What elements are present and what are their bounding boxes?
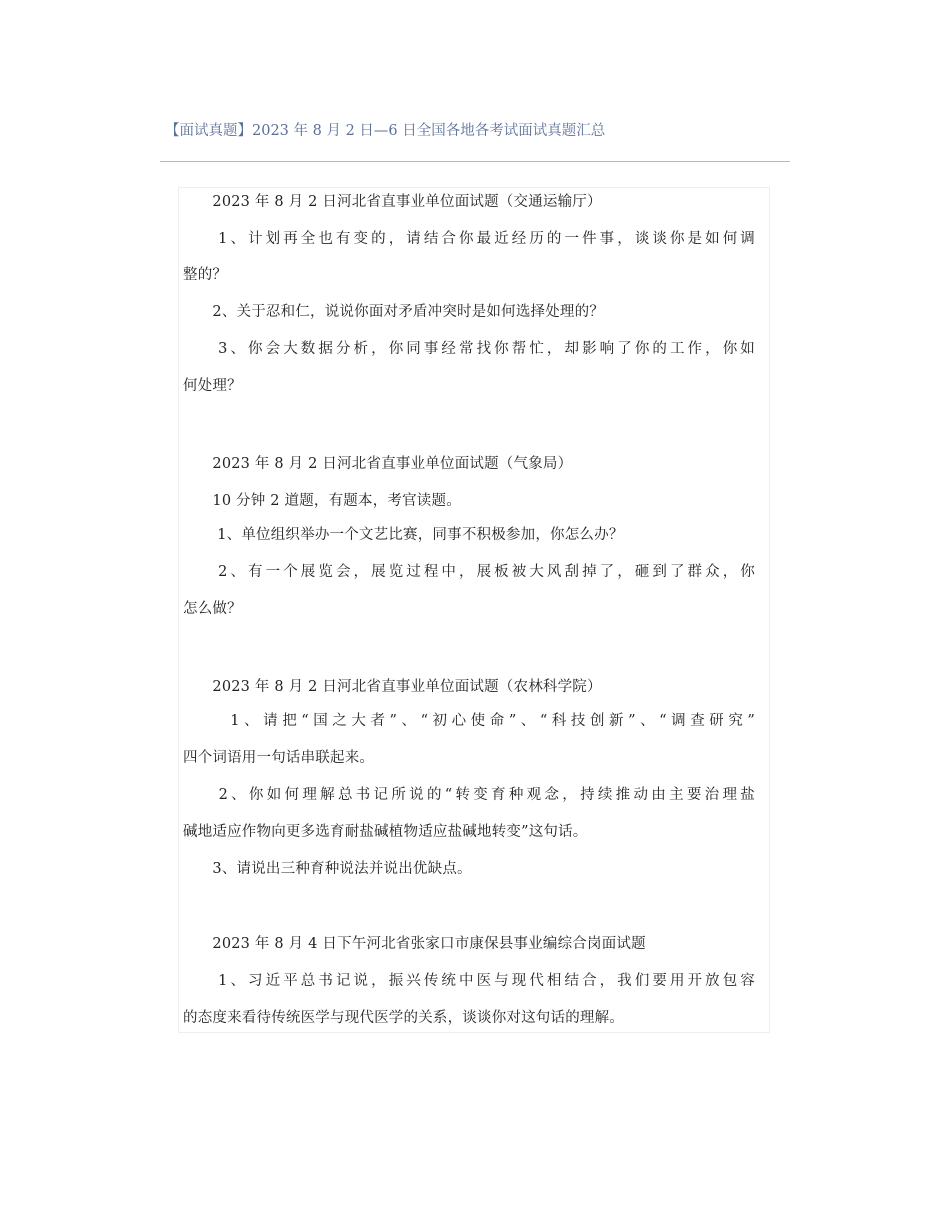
section-heading-meteorology: 2023 年 8 月 2 日河北省直事业单位面试题（气象局） bbox=[183, 456, 573, 472]
question-line: 1、习近平总书记说，振兴传统中医与现代相结合，我们要用开放包容 bbox=[183, 973, 755, 989]
question-line: 3、请说出三种育种说法并说出优缺点。 bbox=[183, 861, 472, 877]
question-line: 怎么做？ bbox=[183, 601, 242, 617]
section-note: 10 分钟 2 道题，有题本，考官读题。 bbox=[183, 493, 461, 509]
question-line: 碱地适应作物向更多选育耐盐碱植物适应盐碱地转变”这句话。 bbox=[183, 824, 588, 840]
title-divider bbox=[160, 161, 790, 162]
question-line: 2、你如何理解总书记所说的“转变育种观念，持续推动由主要治理盐 bbox=[183, 787, 755, 803]
section-heading-kangbao: 2023 年 8 月 4 日下午河北省张家口市康保县事业编综合岗面试题 bbox=[183, 936, 646, 952]
section-heading-transport: 2023 年 8 月 2 日河北省直事业单位面试题（交通运输厅） bbox=[183, 194, 602, 210]
question-line: 的态度来看待传统医学与现代医学的关系，谈谈你对这句话的理解。 bbox=[183, 1010, 624, 1026]
section-heading-agriculture: 2023 年 8 月 2 日河北省直事业单位面试题（农林科学院） bbox=[183, 679, 602, 695]
question-line: 1、计划再全也有变的，请结合你最近经历的一件事，谈谈你是如何调 bbox=[183, 231, 755, 247]
question-line: 何处理？ bbox=[183, 378, 242, 394]
question-line: 2、关于忍和仁，说说你面对矛盾冲突时是如何选择处理的？ bbox=[183, 304, 605, 320]
question-line: 1、请把“国之大者”、“初心使命”、“科技创新”、“调查研究” bbox=[183, 713, 755, 729]
question-line: 1、单位组织举办一个文艺比赛，同事不积极参加，你怎么办？ bbox=[183, 527, 624, 543]
question-line: 整的？ bbox=[183, 267, 228, 283]
page-title: 【面试真题】2023 年 8 月 2 日—6 日全国各地各考试面试真题汇总 bbox=[165, 123, 606, 139]
question-line: 3、你会大数据分析，你同事经常找你帮忙，却影响了你的工作，你如 bbox=[183, 341, 755, 357]
question-line: 四个词语用一句话串联起来。 bbox=[183, 750, 375, 766]
question-line: 2、有一个展览会，展览过程中，展板被大风刮掉了，砸到了群众，你 bbox=[183, 564, 755, 580]
